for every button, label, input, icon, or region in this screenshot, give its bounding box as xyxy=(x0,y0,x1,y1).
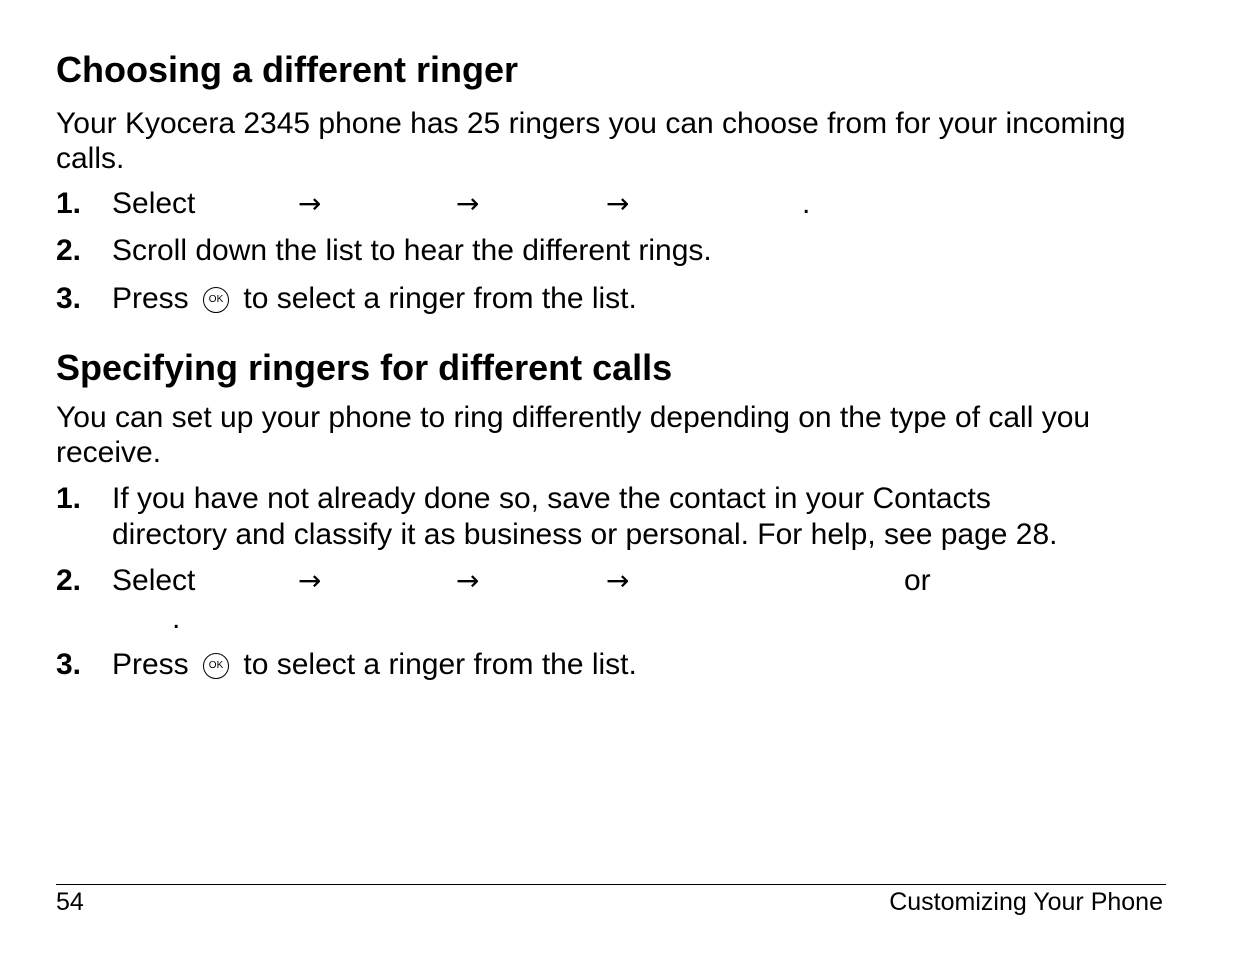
arrow-icon: → xyxy=(456,564,480,597)
section-heading-specifying-ringers: Specifying ringers for different calls xyxy=(56,347,673,388)
arrow-icon: → xyxy=(298,564,322,597)
step-body xyxy=(112,647,1166,683)
step-text: Scroll down the list to hear the different rings. xyxy=(112,234,712,267)
step-rest-text: to select a ringer from the list. xyxy=(235,282,637,315)
ok-icon-label: OK xyxy=(208,294,224,306)
step-select-word: Select xyxy=(112,564,196,597)
arrow-icon: → xyxy=(606,564,630,597)
page-number: 54 xyxy=(56,888,84,916)
step-body xyxy=(112,481,1166,553)
chapter-title: Customizing Your Phone xyxy=(889,888,1163,916)
step-text-line: directory and classify it as business or personal. For help, see page 28. xyxy=(112,518,1058,551)
section-heading-choosing-ringer: Choosing a different ringer xyxy=(56,49,519,90)
step-or-word: or xyxy=(904,564,931,597)
step-number: 3. xyxy=(56,648,82,681)
arrow-icon: → xyxy=(456,187,480,220)
step-press-word: Press xyxy=(112,648,198,681)
step-text-line: If you have not already done so, save the contact in your Contacts xyxy=(112,482,991,515)
ok-button-icon xyxy=(203,653,229,679)
step-number: 2. xyxy=(56,234,82,267)
arrow-icon: → xyxy=(298,187,322,220)
step-select-word: Select xyxy=(112,187,196,220)
step-rest-text: to select a ringer from the list. xyxy=(235,648,637,681)
step-number: 2. xyxy=(56,564,82,597)
footer-divider xyxy=(56,884,1166,885)
ok-button-icon xyxy=(203,287,229,313)
step-body xyxy=(112,281,1166,317)
step-period: . xyxy=(802,187,811,220)
section-intro: You can set up your phone to ring differently depending on the type of call you receive. xyxy=(56,401,1091,469)
ok-icon-label: OK xyxy=(208,660,224,672)
arrow-icon: → xyxy=(606,187,630,220)
step-number: 1. xyxy=(56,187,82,220)
step-period: . xyxy=(172,602,181,635)
section-intro: Your Kyocera 2345 phone has 25 ringers you can choose from for your incoming calls. xyxy=(56,107,1126,175)
step-press-word: Press xyxy=(112,282,198,315)
step-number: 3. xyxy=(56,282,82,315)
step-number: 1. xyxy=(56,482,82,515)
manual-page xyxy=(56,0,1166,954)
